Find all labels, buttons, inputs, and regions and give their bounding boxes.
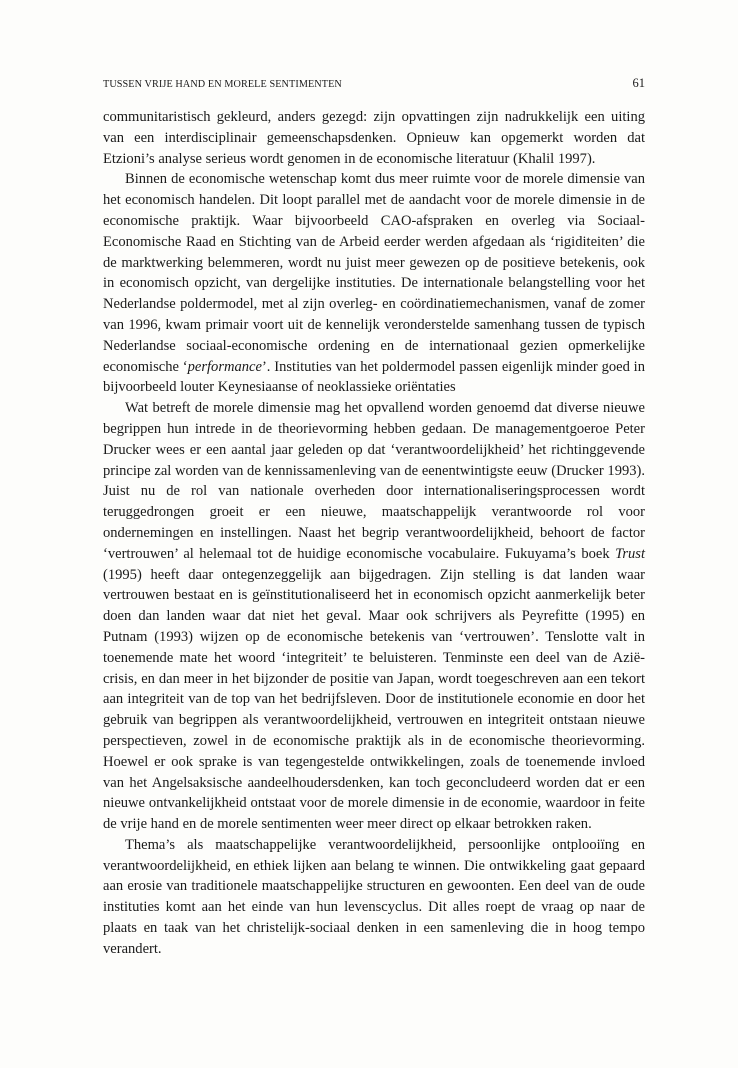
paragraph-3-text-b: (1995) heeft daar ontegenzeggelijk aan bijgedragen. Zijn stelling is dat landen waar vertrouwen bestaat en is geïnstitutionaliseerd het in economisch opzicht aanmerkelijk beter doen dan landen waar dat niet het geval. Maar ook schrijvers als Peyrefitte (1995) en Putnam (1993) wijzen op de economische betekenis van ‘vertrouwen’. Tenslotte valt in toenemende mate het woord ‘integriteit’ te beluisteren. Tenminste een deel van de Azië-crisis, en dan meer in het bijzonder de positie van Japan, wordt toegeschreven aan een tekort aan integriteit van de top van het bedrijfsleven. Door de institutionele economie en door het gebruik van begrippen als verantwoordelijkheid, vertrouwen en integriteit ontstaan nieuwe perspectieven, zowel in de economische praktijk als in de economische theorievorming. Hoewel er ook sprake is van tegengestelde ontwikkelingen, zoals de toenemende invloed van het Angelsaksische aandeelhoudersdenken, kan toch geconcludeerd worden dat er een nieuwe ontvankelijkheid ontstaat voor de morele dimensie in de economie, waardoor in feite de vrije hand en de morele sentimenten weer meer direct op elkaar betrokken raken. (103, 566, 645, 833)
paragraph-4-text: Thema’s als maatschappelijke verantwoordelijkheid, persoonlijke ontplooiïng en verantwoordelijkheid, en ethiek lijken aan belang te winnen. Die ontwikkeling gaat gepaard aan erosie van traditionele maatschappelijke structuren en gewoonten. Een deel van de oude instituties komt aan het einde van hun levenscyclus. Dit alles roept de vraag op naar de plaats en taak van het christelijk-sociaal denken in een samenleving die in hoog tempo verandert. (103, 836, 645, 957)
paragraph-2 (103, 169, 645, 398)
body-text (103, 107, 645, 960)
paragraph-2-text-b: ’. Instituties van het poldermodel passen eigenlijk minder goed in bijvoorbeeld louter Keynesiaanse of neoklassieke oriëntaties (103, 358, 645, 396)
paragraph-1 (103, 107, 645, 169)
paragraph-3-book-title: Trust (615, 545, 645, 562)
paragraph-3 (103, 398, 645, 835)
page-number: 61 (632, 76, 645, 90)
paragraph-4 (103, 835, 645, 960)
running-head: TUSSEN VRIJE HAND EN MORELE SENTIMENTEN (103, 79, 342, 90)
page-header (103, 76, 645, 91)
paragraph-1-text: communitaristisch gekleurd, anders gezegd: zijn opvattingen zijn nadrukkelijk een uiting van een interdisciplinair gemeenschapsdenken. Opnieuw kan opgemerkt worden dat Etzioni’s analyse serieus wordt genomen in de economische literatuur (Khalil 1997). (103, 109, 645, 167)
paragraph-3-text-a: Wat betreft de morele dimensie mag het opvallend worden genoemd dat diverse nieuwe begrippen hun intrede in de theorievorming hebben gedaan. De managementgoeroe Peter Drucker wees er een aantal jaar geleden op dat ‘verantwoordelijkheid’ het richtinggevende principe zal worden van de kennissamenleving van de eenentwintigste eeuw (Drucker 1993). Juist nu de rol van nationale overheden door internationaliseringsprocessen wordt teruggedrongen groeit er een nieuwe, maatschappelijk verantwoorde rol voor ondernemingen en instellingen. Naast het begrip verantwoordelijkheid, behoort de factor ‘vertrouwen’ al helemaal tot de huidige economische vocabulaire. Fukuyama’s boek (103, 400, 645, 562)
paragraph-2-italic-term: performance (187, 358, 262, 375)
paragraph-2-text-a: Binnen de economische wetenschap komt dus meer ruimte voor de morele dimensie van het economisch handelen. Dit loopt parallel met de aandacht voor de morele dimensie in de economische praktijk. Waar bijvoorbeeld CAO-afspraken en overleg via Sociaal-Economische Raad en Stichting van de Arbeid eerder werden afgedaan als ‘rigiditeiten’ die de marktwerking belemmeren, wordt nu juist meer gewezen op de positieve betekenis, ook in economisch opzicht, van dergelijke instituties. De internationale belangstelling voor het Nederlandse poldermodel, met al zijn overleg- en coördinatiemechanismen, vanaf de zomer van 1996, kwam primair voort uit de kennelijk veronderstelde samenhang tussen de typisch Nederlandse sociaal-economische ordening en de internationaal gezien opmerkelijke economische ‘ (103, 171, 645, 375)
